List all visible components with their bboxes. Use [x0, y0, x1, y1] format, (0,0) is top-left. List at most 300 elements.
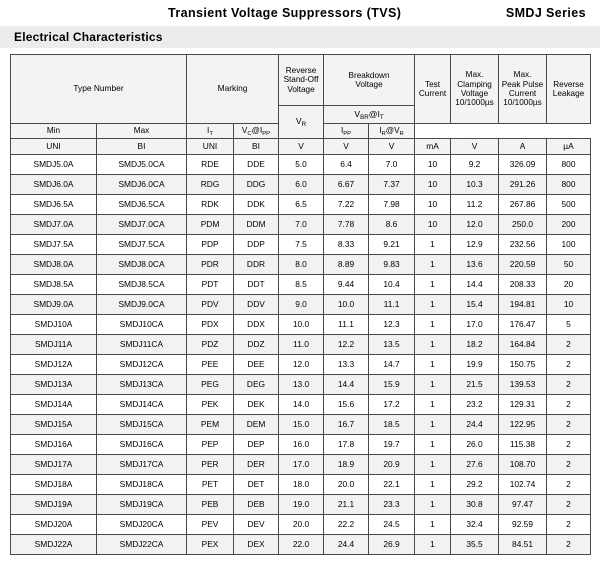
cell-ir: 2 [547, 375, 591, 395]
symbol-vc-base: V [241, 126, 248, 136]
cell-ipp: 108.70 [499, 455, 547, 475]
cell-vc: 15.4 [451, 295, 499, 315]
symbol-it-base-2: I [207, 126, 210, 136]
cell-type-uni: SMDJ11A [11, 335, 97, 355]
cell-vbr-max: 26.9 [369, 535, 415, 555]
col-group-max-clamping-voltage [451, 55, 499, 124]
symbol-vbr-sub: BR [360, 113, 369, 121]
cell-marking-uni: PEK [187, 395, 234, 415]
cell-marking-bi: DDR [234, 255, 279, 275]
cell-ir: 800 [547, 155, 591, 175]
symbol-ipp-sub-1: PP [262, 131, 271, 138]
cell-vbr-min: 14.4 [324, 375, 369, 395]
table-head [11, 55, 591, 155]
cell-type-bi: SMDJ14CA [97, 395, 187, 415]
cell-it: 1 [415, 335, 451, 355]
mcv-line-4: 10/1000µs [455, 98, 494, 108]
cell-vbr-max: 18.5 [369, 415, 415, 435]
symbol-at-1: @ [368, 108, 378, 119]
document-header [0, 0, 600, 26]
cell-marking-bi: DDK [234, 195, 279, 215]
cell-type-bi: SMDJ6.0CA [97, 175, 187, 195]
cell-marking-bi: DET [234, 475, 279, 495]
symbol-vr-sub-2: R [399, 131, 404, 138]
cell-vc: 14.4 [451, 275, 499, 295]
cell-type-bi: SMDJ8.5CA [97, 275, 187, 295]
cell-vbr-min: 10.0 [324, 295, 369, 315]
cell-marking-bi: DDM [234, 215, 279, 235]
cell-type-uni: SMDJ18A [11, 475, 97, 495]
cell-vc: 27.6 [451, 455, 499, 475]
cell-it: 10 [415, 195, 451, 215]
cell-vbr-max: 9.21 [369, 235, 415, 255]
cell-type-bi: SMDJ19CA [97, 495, 187, 515]
cell-ipp: 220.59 [499, 255, 547, 275]
cell-ipp: 115.38 [499, 435, 547, 455]
cell-marking-uni: PEE [187, 355, 234, 375]
cell-vbr-min: 11.1 [324, 315, 369, 335]
cell-vr: 6.0 [279, 175, 324, 195]
col-group-reverse-leakage [547, 55, 591, 124]
cell-ir: 50 [547, 255, 591, 275]
cell-type-uni: SMDJ16A [11, 435, 97, 455]
cell-vbr-min: 7.78 [324, 215, 369, 235]
table-row [11, 415, 591, 435]
cell-ir: 10 [547, 295, 591, 315]
cell-vc: 35.5 [451, 535, 499, 555]
cell-type-uni: SMDJ15A [11, 415, 97, 435]
unit-vbr-min: V [324, 139, 369, 155]
cell-ir: 2 [547, 475, 591, 495]
cell-type-uni: SMDJ7.5A [11, 235, 97, 255]
symbol-vbr-at-it [324, 106, 415, 124]
symbol-it-sub-2: T [209, 131, 213, 138]
cell-marking-uni: PDM [187, 215, 234, 235]
cell-type-bi: SMDJ22CA [97, 535, 187, 555]
cell-it: 1 [415, 415, 451, 435]
cell-it: 1 [415, 395, 451, 415]
cell-ipp: 139.53 [499, 375, 547, 395]
cell-vr: 7.0 [279, 215, 324, 235]
cell-ipp: 122.95 [499, 415, 547, 435]
symbol-ipp-sub-2: PP [343, 131, 352, 138]
cell-vbr-min: 12.2 [324, 335, 369, 355]
mcv-line-1: Max. [465, 70, 484, 80]
cell-vbr-max: 7.0 [369, 155, 415, 175]
symbol-ipp-base-2: I [340, 126, 344, 136]
col-group-marking: Marking [187, 55, 279, 124]
cell-vbr-max: 11.1 [369, 295, 415, 315]
symbol-ir-base: I [379, 126, 382, 136]
cell-ipp: 92.59 [499, 515, 547, 535]
cell-marking-uni: PEX [187, 535, 234, 555]
table-row [11, 175, 591, 195]
cell-ir: 2 [547, 355, 591, 375]
cell-marking-uni: RDK [187, 195, 234, 215]
cell-it: 1 [415, 435, 451, 455]
symbol-it-sub-1: T [379, 113, 384, 121]
tc-line-1: Test [425, 79, 441, 89]
cell-vbr-max: 24.5 [369, 515, 415, 535]
table-row [11, 295, 591, 315]
unit-vbr-max: V [369, 139, 415, 155]
cell-type-uni: SMDJ8.5A [11, 275, 97, 295]
table-container [0, 54, 600, 555]
cell-vr: 7.5 [279, 235, 324, 255]
col-group-type-number: Type Number [11, 55, 187, 124]
cell-vbr-max: 8.6 [369, 215, 415, 235]
cell-marking-uni: PER [187, 455, 234, 475]
cell-it: 1 [415, 375, 451, 395]
cell-ir: 5 [547, 315, 591, 335]
cell-ir: 2 [547, 495, 591, 515]
cell-vr: 10.0 [279, 315, 324, 335]
cell-type-uni: SMDJ10A [11, 315, 97, 335]
cell-vbr-min: 17.8 [324, 435, 369, 455]
subheader-marking-bi: BI [234, 139, 279, 155]
cell-marking-bi: DDP [234, 235, 279, 255]
cell-type-bi: SMDJ20CA [97, 515, 187, 535]
cell-vbr-max: 19.7 [369, 435, 415, 455]
electrical-characteristics-table [10, 54, 591, 555]
symbol-vr-base: V [295, 116, 302, 127]
cell-it: 1 [415, 295, 451, 315]
cell-marking-bi: DDV [234, 295, 279, 315]
cell-it: 1 [415, 255, 451, 275]
vr-line-1: Reverse [285, 65, 317, 75]
header-row-units [11, 139, 591, 155]
cell-vbr-min: 13.3 [324, 355, 369, 375]
cell-type-bi: SMDJ11CA [97, 335, 187, 355]
cell-ir: 20 [547, 275, 591, 295]
cell-ipp: 129.31 [499, 395, 547, 415]
cell-vbr-min: 18.9 [324, 455, 369, 475]
vr-line-2: Stand-Off [283, 75, 319, 85]
mcv-line-2: Clamping [457, 79, 492, 89]
table-row [11, 155, 591, 175]
cell-ipp: 208.33 [499, 275, 547, 295]
cell-marking-bi: DEK [234, 395, 279, 415]
subheader-type-uni: UNI [11, 139, 97, 155]
cell-ipp: 232.56 [499, 235, 547, 255]
cell-ir: 500 [547, 195, 591, 215]
cell-type-bi: SMDJ7.0CA [97, 215, 187, 235]
cell-vc: 30.8 [451, 495, 499, 515]
section-title: Electrical Characteristics [14, 30, 163, 44]
cell-marking-uni: PDT [187, 275, 234, 295]
cell-marking-bi: DDX [234, 315, 279, 335]
cell-ipp: 102.74 [499, 475, 547, 495]
cell-vr: 12.0 [279, 355, 324, 375]
cell-ipp: 164.84 [499, 335, 547, 355]
table-row [11, 355, 591, 375]
cell-type-uni: SMDJ6.5A [11, 195, 97, 215]
cell-vc: 10.3 [451, 175, 499, 195]
cell-vc: 12.9 [451, 235, 499, 255]
col-group-max-peak-pulse-current [499, 55, 547, 124]
table-row [11, 335, 591, 355]
cell-vr: 9.0 [279, 295, 324, 315]
mppc-line-3: Current [508, 89, 537, 98]
cell-ir: 2 [547, 515, 591, 535]
section-banner [0, 26, 600, 48]
unit-ir: µA [547, 139, 591, 155]
symbol-it [187, 124, 234, 139]
symbol-vr [279, 106, 324, 139]
cell-marking-uni: PEB [187, 495, 234, 515]
cell-vr: 8.5 [279, 275, 324, 295]
rl-line-1: Reverse [553, 79, 584, 89]
cell-vbr-max: 7.37 [369, 175, 415, 195]
header-row-groups [11, 55, 591, 106]
cell-vc: 19.9 [451, 355, 499, 375]
cell-ir: 2 [547, 335, 591, 355]
cell-type-bi: SMDJ18CA [97, 475, 187, 495]
cell-ir: 2 [547, 435, 591, 455]
cell-marking-uni: PEM [187, 415, 234, 435]
cell-type-uni: SMDJ22A [11, 535, 97, 555]
cell-vbr-min: 8.89 [324, 255, 369, 275]
cell-vc: 11.2 [451, 195, 499, 215]
cell-type-bi: SMDJ8.0CA [97, 255, 187, 275]
unit-vc: V [451, 139, 499, 155]
cell-marking-bi: DEV [234, 515, 279, 535]
cell-type-bi: SMDJ15CA [97, 415, 187, 435]
cell-vbr-min: 21.1 [324, 495, 369, 515]
cell-vbr-max: 10.4 [369, 275, 415, 295]
cell-vbr-min: 20.0 [324, 475, 369, 495]
cell-ir: 2 [547, 535, 591, 555]
cell-vr: 16.0 [279, 435, 324, 455]
table-row [11, 215, 591, 235]
cell-it: 1 [415, 495, 451, 515]
symbol-at-3: @ [385, 126, 395, 136]
cell-ir: 800 [547, 175, 591, 195]
cell-vc: 24.4 [451, 415, 499, 435]
cell-marking-uni: PDR [187, 255, 234, 275]
symbol-ipp [324, 124, 369, 139]
table-row [11, 235, 591, 255]
cell-type-uni: SMDJ5.0A [11, 155, 97, 175]
cell-it: 1 [415, 315, 451, 335]
cell-type-bi: SMDJ12CA [97, 355, 187, 375]
symbol-vc-at-ipp [234, 124, 279, 139]
cell-marking-uni: PEG [187, 375, 234, 395]
cell-marking-uni: RDG [187, 175, 234, 195]
cell-ipp: 326.09 [499, 155, 547, 175]
cell-vc: 12.0 [451, 215, 499, 235]
cell-ir: 200 [547, 215, 591, 235]
rl-line-2: Leakage [552, 89, 585, 98]
cell-type-bi: SMDJ9.0CA [97, 295, 187, 315]
cell-ir: 2 [547, 415, 591, 435]
symbol-vr-sub: R [301, 121, 307, 129]
cell-vc: 32.4 [451, 515, 499, 535]
cell-vbr-max: 23.3 [369, 495, 415, 515]
bv-line-2: Voltage [355, 80, 383, 89]
bv-line-1: Breakdown [348, 70, 390, 80]
col-group-breakdown-voltage [324, 55, 415, 106]
cell-marking-bi: DDE [234, 155, 279, 175]
cell-marking-uni: PDX [187, 315, 234, 335]
cell-vc: 21.5 [451, 375, 499, 395]
cell-ipp: 291.26 [499, 175, 547, 195]
col-group-test-current [415, 55, 451, 124]
cell-marking-bi: DDT [234, 275, 279, 295]
table-row [11, 375, 591, 395]
cell-ipp: 176.47 [499, 315, 547, 335]
table-row [11, 455, 591, 475]
cell-ipp: 250.0 [499, 215, 547, 235]
table-row [11, 195, 591, 215]
cell-type-uni: SMDJ20A [11, 515, 97, 535]
cell-vbr-min: 24.4 [324, 535, 369, 555]
cell-vc: 13.6 [451, 255, 499, 275]
table-row [11, 395, 591, 415]
cell-vr: 18.0 [279, 475, 324, 495]
cell-vbr-max: 9.83 [369, 255, 415, 275]
cell-vbr-min: 6.67 [324, 175, 369, 195]
cell-type-bi: SMDJ16CA [97, 435, 187, 455]
cell-type-bi: SMDJ6.5CA [97, 195, 187, 215]
cell-it: 1 [415, 455, 451, 475]
symbol-vbr-base: V [354, 108, 361, 119]
table-row [11, 515, 591, 535]
table-row [11, 495, 591, 515]
cell-it: 1 [415, 515, 451, 535]
subheader-vbr-min: Min [11, 124, 97, 139]
cell-type-uni: SMDJ7.0A [11, 215, 97, 235]
symbol-vc-sub: C [247, 131, 252, 138]
cell-marking-uni: PEP [187, 435, 234, 455]
col-group-reverse-standoff-voltage [279, 55, 324, 106]
unit-it: mA [415, 139, 451, 155]
cell-type-uni: SMDJ14A [11, 395, 97, 415]
cell-ipp: 150.75 [499, 355, 547, 375]
cell-vr: 17.0 [279, 455, 324, 475]
mppc-line-2: Peak Pulse [501, 79, 544, 89]
cell-ipp: 267.86 [499, 195, 547, 215]
cell-marking-uni: RDE [187, 155, 234, 175]
cell-marking-uni: PDV [187, 295, 234, 315]
subheader-marking-uni: UNI [187, 139, 234, 155]
cell-type-bi: SMDJ10CA [97, 315, 187, 335]
cell-type-uni: SMDJ13A [11, 375, 97, 395]
cell-marking-bi: DEX [234, 535, 279, 555]
cell-type-uni: SMDJ12A [11, 355, 97, 375]
cell-vr: 20.0 [279, 515, 324, 535]
table-row [11, 255, 591, 275]
symbol-ir-at-vr [369, 124, 415, 139]
cell-vbr-min: 22.2 [324, 515, 369, 535]
mppc-line-4: 10/1000µs [503, 98, 542, 108]
mcv-line-3: Voltage [460, 89, 489, 98]
page-title: Transient Voltage Suppressors (TVS) [168, 6, 402, 20]
cell-vbr-max: 20.9 [369, 455, 415, 475]
cell-vr: 22.0 [279, 535, 324, 555]
cell-vc: 9.2 [451, 155, 499, 175]
cell-vbr-max: 13.5 [369, 335, 415, 355]
cell-it: 1 [415, 475, 451, 495]
cell-it: 10 [415, 175, 451, 195]
table-row [11, 315, 591, 335]
cell-vbr-max: 17.2 [369, 395, 415, 415]
cell-type-uni: SMDJ9.0A [11, 295, 97, 315]
table-row [11, 275, 591, 295]
cell-marking-bi: DEE [234, 355, 279, 375]
cell-marking-uni: PDZ [187, 335, 234, 355]
cell-ipp: 84.51 [499, 535, 547, 555]
table-row [11, 475, 591, 495]
cell-type-bi: SMDJ5.0CA [97, 155, 187, 175]
cell-vr: 13.0 [279, 375, 324, 395]
cell-type-uni: SMDJ19A [11, 495, 97, 515]
cell-vr: 6.5 [279, 195, 324, 215]
cell-it: 1 [415, 275, 451, 295]
cell-ir: 2 [547, 455, 591, 475]
cell-vr: 19.0 [279, 495, 324, 515]
cell-vbr-min: 16.7 [324, 415, 369, 435]
cell-ipp: 97.47 [499, 495, 547, 515]
cell-vr: 11.0 [279, 335, 324, 355]
cell-vbr-max: 12.3 [369, 315, 415, 335]
cell-vbr-min: 15.6 [324, 395, 369, 415]
cell-vbr-min: 6.4 [324, 155, 369, 175]
cell-it: 1 [415, 355, 451, 375]
cell-vbr-max: 14.7 [369, 355, 415, 375]
cell-vbr-max: 15.9 [369, 375, 415, 395]
cell-type-uni: SMDJ8.0A [11, 255, 97, 275]
cell-vr: 14.0 [279, 395, 324, 415]
cell-marking-bi: DER [234, 455, 279, 475]
cell-vc: 17.0 [451, 315, 499, 335]
cell-type-bi: SMDJ13CA [97, 375, 187, 395]
cell-vbr-min: 9.44 [324, 275, 369, 295]
unit-ipp: A [499, 139, 547, 155]
symbol-ir-sub: R [381, 131, 386, 138]
cell-marking-uni: PET [187, 475, 234, 495]
cell-it: 10 [415, 215, 451, 235]
unit-vr: V [279, 139, 324, 155]
cell-vbr-min: 8.33 [324, 235, 369, 255]
cell-it: 1 [415, 235, 451, 255]
cell-vc: 29.2 [451, 475, 499, 495]
mppc-line-1: Max. [513, 70, 532, 80]
cell-marking-uni: PDP [187, 235, 234, 255]
vr-line-3: Voltage [287, 84, 315, 94]
cell-marking-bi: DEP [234, 435, 279, 455]
cell-vbr-min: 7.22 [324, 195, 369, 215]
cell-marking-bi: DEM [234, 415, 279, 435]
cell-marking-bi: DDZ [234, 335, 279, 355]
tc-line-2: Current [418, 89, 447, 98]
symbol-vr-base-2: V [394, 126, 400, 136]
cell-vbr-max: 22.1 [369, 475, 415, 495]
cell-ir: 100 [547, 235, 591, 255]
cell-marking-bi: DEG [234, 375, 279, 395]
cell-marking-bi: DEB [234, 495, 279, 515]
cell-type-uni: SMDJ17A [11, 455, 97, 475]
cell-vc: 26.0 [451, 435, 499, 455]
subheader-vbr-max: Max [97, 124, 187, 139]
cell-type-uni: SMDJ6.0A [11, 175, 97, 195]
cell-marking-uni: PEV [187, 515, 234, 535]
cell-vr: 5.0 [279, 155, 324, 175]
cell-vc: 23.2 [451, 395, 499, 415]
cell-it: 10 [415, 155, 451, 175]
symbol-it-base-1: I [377, 108, 380, 119]
cell-type-bi: SMDJ17CA [97, 455, 187, 475]
